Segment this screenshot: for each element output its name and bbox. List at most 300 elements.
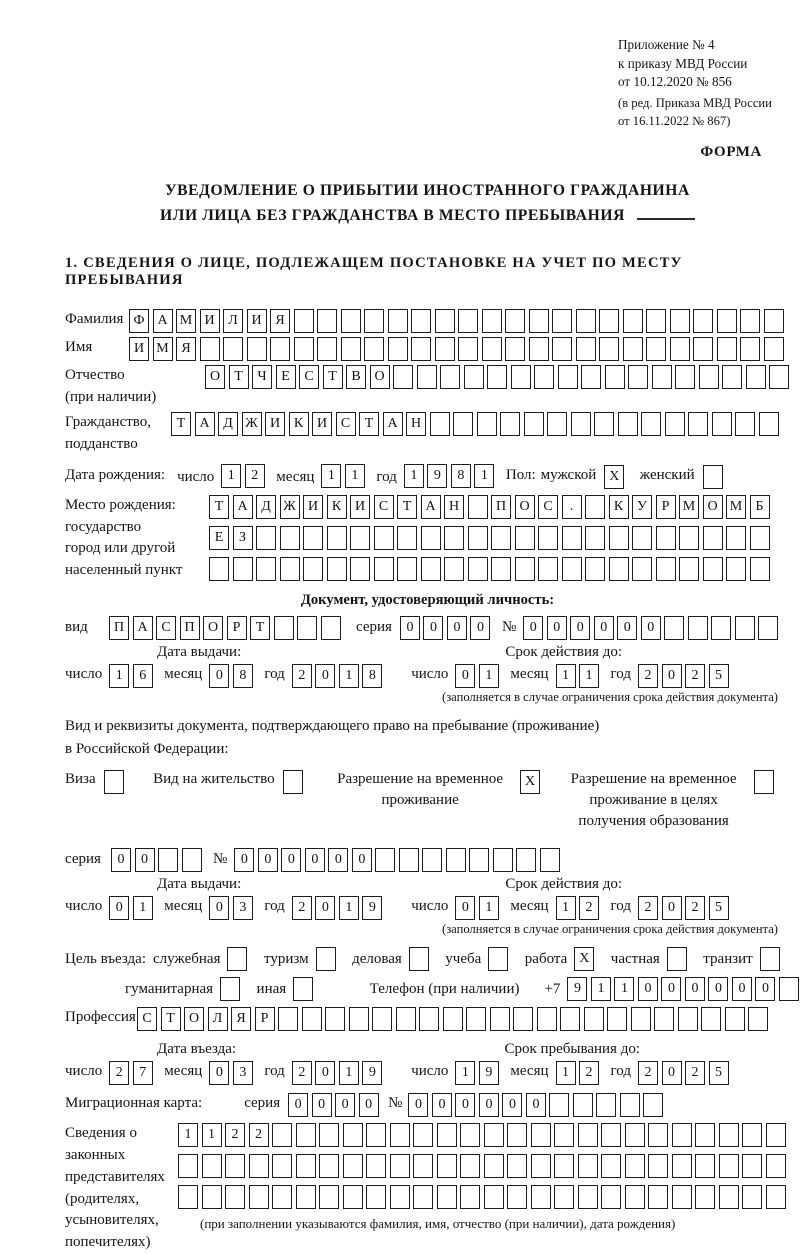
char-cell[interactable] (667, 947, 687, 971)
char-cell[interactable]: 0 (447, 616, 467, 640)
char-cell[interactable]: 1 (479, 664, 499, 688)
char-cell[interactable] (283, 770, 303, 794)
char-cell[interactable]: 1 (474, 464, 494, 488)
char-cell[interactable]: 2 (249, 1123, 269, 1147)
char-cell[interactable] (430, 412, 450, 436)
char-cell[interactable] (641, 412, 661, 436)
char-cell[interactable] (274, 616, 294, 640)
char-cell[interactable] (618, 412, 638, 436)
char-cell[interactable] (620, 1093, 640, 1117)
char-cell[interactable] (437, 1123, 457, 1147)
char-cell[interactable]: С (137, 1007, 157, 1031)
char-cell[interactable] (531, 1123, 551, 1147)
char-cell[interactable] (758, 616, 778, 640)
char-cell[interactable] (750, 526, 770, 550)
char-cell[interactable] (280, 526, 300, 550)
char-cell[interactable] (529, 337, 549, 361)
char-cell[interactable] (411, 309, 431, 333)
char-cell[interactable] (399, 848, 419, 872)
char-cell[interactable] (764, 309, 784, 333)
char-cell[interactable] (270, 337, 290, 361)
char-cell[interactable]: 0 (455, 1093, 475, 1117)
char-cell[interactable]: 0 (661, 977, 681, 1001)
char-cell[interactable] (460, 1185, 480, 1209)
char-cell[interactable] (628, 365, 648, 389)
char-cell[interactable] (578, 1123, 598, 1147)
char-cell[interactable] (505, 337, 525, 361)
char-cell[interactable] (513, 1007, 533, 1031)
char-cell[interactable] (321, 616, 341, 640)
char-cell[interactable] (464, 365, 484, 389)
char-cell[interactable]: С (336, 412, 356, 436)
char-cell[interactable]: 0 (617, 616, 637, 640)
char-cell[interactable]: Т (250, 616, 270, 640)
char-cell[interactable]: 9 (362, 1061, 382, 1085)
char-cell[interactable]: С (374, 495, 394, 519)
char-cell[interactable] (746, 365, 766, 389)
char-cell[interactable]: 1 (556, 1061, 576, 1085)
char-cell[interactable] (350, 557, 370, 581)
char-cell[interactable] (444, 557, 464, 581)
char-cell[interactable]: 2 (245, 464, 265, 488)
char-cell[interactable] (446, 848, 466, 872)
char-cell[interactable] (699, 365, 719, 389)
char-cell[interactable]: Я (231, 1007, 251, 1031)
char-cell[interactable] (453, 412, 473, 436)
char-cell[interactable]: Ж (280, 495, 300, 519)
char-cell[interactable] (609, 526, 629, 550)
char-cell[interactable]: Т (323, 365, 343, 389)
char-cell[interactable]: 2 (638, 896, 658, 920)
char-cell[interactable]: 8 (451, 464, 471, 488)
char-cell[interactable] (458, 337, 478, 361)
char-cell[interactable] (484, 1123, 504, 1147)
char-cell[interactable]: П (491, 495, 511, 519)
char-cell[interactable]: 2 (109, 1061, 129, 1085)
char-cell[interactable]: Л (208, 1007, 228, 1031)
char-cell[interactable] (319, 1154, 339, 1178)
char-cell[interactable] (182, 848, 202, 872)
char-cell[interactable]: С (299, 365, 319, 389)
char-cell[interactable]: К (327, 495, 347, 519)
char-cell[interactable] (317, 309, 337, 333)
char-cell[interactable] (735, 616, 755, 640)
char-cell[interactable]: 0 (109, 896, 129, 920)
char-cell[interactable]: 1 (614, 977, 634, 1001)
char-cell[interactable] (648, 1154, 668, 1178)
char-cell[interactable] (397, 557, 417, 581)
char-cell[interactable] (419, 1007, 439, 1031)
char-cell[interactable]: И (129, 337, 149, 361)
char-cell[interactable] (249, 1154, 269, 1178)
char-cell[interactable]: 1 (202, 1123, 222, 1147)
char-cell[interactable] (343, 1154, 363, 1178)
char-cell[interactable] (766, 1123, 786, 1147)
char-cell[interactable]: 1 (591, 977, 611, 1001)
char-cell[interactable] (562, 557, 582, 581)
char-cell[interactable] (601, 1154, 621, 1178)
char-cell[interactable]: 0 (547, 616, 567, 640)
char-cell[interactable] (460, 1154, 480, 1178)
char-cell[interactable] (711, 616, 731, 640)
char-cell[interactable] (364, 337, 384, 361)
char-cell[interactable]: Р (255, 1007, 275, 1031)
char-cell[interactable]: 5 (709, 664, 729, 688)
char-cell[interactable] (413, 1154, 433, 1178)
char-cell[interactable]: П (180, 616, 200, 640)
char-cell[interactable] (249, 1185, 269, 1209)
char-cell[interactable] (599, 309, 619, 333)
char-cell[interactable] (670, 309, 690, 333)
char-cell[interactable] (397, 526, 417, 550)
char-cell[interactable]: 0 (111, 848, 131, 872)
char-cell[interactable] (104, 770, 124, 794)
char-cell[interactable] (742, 1123, 762, 1147)
char-cell[interactable]: М (679, 495, 699, 519)
char-cell[interactable] (487, 365, 507, 389)
char-cell[interactable] (766, 1154, 786, 1178)
char-cell[interactable]: 1 (455, 1061, 475, 1085)
char-cell[interactable] (719, 1185, 739, 1209)
char-cell[interactable] (484, 1154, 504, 1178)
char-cell[interactable]: 0 (594, 616, 614, 640)
char-cell[interactable] (562, 526, 582, 550)
char-cell[interactable]: 0 (523, 616, 543, 640)
char-cell[interactable] (343, 1123, 363, 1147)
char-cell[interactable]: 9 (362, 896, 382, 920)
char-cell[interactable] (317, 337, 337, 361)
char-cell[interactable] (531, 1154, 551, 1178)
char-cell[interactable] (573, 1093, 593, 1117)
char-cell[interactable] (719, 1154, 739, 1178)
char-cell[interactable]: Л (223, 309, 243, 333)
char-cell[interactable]: Р (656, 495, 676, 519)
char-cell[interactable]: 0 (455, 896, 475, 920)
char-cell[interactable] (695, 1185, 715, 1209)
char-cell[interactable] (648, 1123, 668, 1147)
char-cell[interactable] (646, 337, 666, 361)
char-cell[interactable]: 0 (315, 896, 335, 920)
char-cell[interactable] (760, 947, 780, 971)
char-cell[interactable] (278, 1007, 298, 1031)
char-cell[interactable] (490, 1007, 510, 1031)
char-cell[interactable] (280, 557, 300, 581)
char-cell[interactable] (531, 1185, 551, 1209)
char-cell[interactable] (437, 1154, 457, 1178)
char-cell[interactable] (601, 1123, 621, 1147)
char-cell[interactable] (688, 616, 708, 640)
char-cell[interactable]: А (383, 412, 403, 436)
char-cell[interactable]: 2 (685, 1061, 705, 1085)
char-cell[interactable]: Р (227, 616, 247, 640)
char-cell[interactable] (366, 1154, 386, 1178)
char-cell[interactable] (558, 365, 578, 389)
char-cell[interactable] (297, 616, 317, 640)
char-cell[interactable]: 0 (352, 848, 372, 872)
char-cell[interactable]: 0 (732, 977, 752, 1001)
char-cell[interactable]: 0 (455, 664, 475, 688)
char-cell[interactable]: 0 (685, 977, 705, 1001)
char-cell[interactable]: 7 (133, 1061, 153, 1085)
char-cell[interactable] (296, 1185, 316, 1209)
char-cell[interactable] (468, 557, 488, 581)
char-cell[interactable] (327, 557, 347, 581)
char-cell[interactable]: М (153, 337, 173, 361)
char-cell[interactable] (272, 1154, 292, 1178)
char-cell[interactable]: И (312, 412, 332, 436)
char-cell[interactable] (413, 1123, 433, 1147)
char-cell[interactable] (293, 977, 313, 1001)
char-cell[interactable] (672, 1154, 692, 1178)
char-cell[interactable]: У (632, 495, 652, 519)
char-cell[interactable]: 0 (662, 1061, 682, 1085)
char-cell[interactable]: . (562, 495, 582, 519)
char-cell[interactable] (656, 557, 676, 581)
char-cell[interactable] (202, 1185, 222, 1209)
char-cell[interactable] (515, 526, 535, 550)
char-cell[interactable] (223, 337, 243, 361)
char-cell[interactable] (632, 526, 652, 550)
char-cell[interactable]: 0 (135, 848, 155, 872)
char-cell[interactable] (350, 526, 370, 550)
char-cell[interactable]: З (233, 526, 253, 550)
char-cell[interactable]: 6 (133, 664, 153, 688)
char-cell[interactable] (488, 947, 508, 971)
char-cell[interactable] (443, 1007, 463, 1031)
char-cell[interactable]: Т (359, 412, 379, 436)
char-cell[interactable] (296, 1154, 316, 1178)
char-cell[interactable]: 0 (662, 664, 682, 688)
char-cell[interactable] (585, 557, 605, 581)
char-cell[interactable] (576, 337, 596, 361)
char-cell[interactable] (719, 1123, 739, 1147)
char-cell[interactable]: С (538, 495, 558, 519)
char-cell[interactable] (220, 977, 240, 1001)
char-cell[interactable] (779, 977, 799, 1001)
char-cell[interactable]: 0 (328, 848, 348, 872)
char-cell[interactable] (374, 526, 394, 550)
char-cell[interactable] (601, 1185, 621, 1209)
char-cell[interactable]: Т (229, 365, 249, 389)
char-cell[interactable] (209, 557, 229, 581)
char-cell[interactable]: Я (270, 309, 290, 333)
char-cell[interactable] (444, 526, 464, 550)
char-cell[interactable]: О (703, 495, 723, 519)
char-cell[interactable]: X (604, 465, 624, 489)
char-cell[interactable]: X (520, 770, 540, 794)
char-cell[interactable]: 2 (685, 664, 705, 688)
char-cell[interactable]: В (346, 365, 366, 389)
char-cell[interactable]: 2 (292, 896, 312, 920)
char-cell[interactable] (549, 1093, 569, 1117)
char-cell[interactable] (491, 557, 511, 581)
char-cell[interactable] (343, 1185, 363, 1209)
char-cell[interactable] (578, 1154, 598, 1178)
char-cell[interactable]: 0 (288, 1093, 308, 1117)
char-cell[interactable] (327, 526, 347, 550)
char-cell[interactable]: 3 (233, 896, 253, 920)
char-cell[interactable]: Н (406, 412, 426, 436)
char-cell[interactable] (625, 1123, 645, 1147)
char-cell[interactable]: 2 (638, 1061, 658, 1085)
char-cell[interactable]: 8 (362, 664, 382, 688)
char-cell[interactable]: 0 (305, 848, 325, 872)
char-cell[interactable]: А (195, 412, 215, 436)
char-cell[interactable] (491, 526, 511, 550)
char-cell[interactable] (726, 557, 746, 581)
char-cell[interactable]: 3 (233, 1061, 253, 1085)
char-cell[interactable] (585, 526, 605, 550)
char-cell[interactable]: 2 (225, 1123, 245, 1147)
char-cell[interactable]: 9 (479, 1061, 499, 1085)
char-cell[interactable] (225, 1154, 245, 1178)
char-cell[interactable] (632, 557, 652, 581)
char-cell[interactable]: И (350, 495, 370, 519)
char-cell[interactable] (554, 1123, 574, 1147)
char-cell[interactable]: 0 (315, 1061, 335, 1085)
char-cell[interactable] (538, 557, 558, 581)
char-cell[interactable] (717, 309, 737, 333)
char-cell[interactable]: Ф (129, 309, 149, 333)
char-cell[interactable]: 0 (209, 896, 229, 920)
char-cell[interactable] (440, 365, 460, 389)
char-cell[interactable] (200, 337, 220, 361)
char-cell[interactable] (468, 526, 488, 550)
char-cell[interactable] (675, 365, 695, 389)
char-cell[interactable]: 1 (339, 896, 359, 920)
char-cell[interactable]: X (574, 947, 594, 971)
char-cell[interactable]: А (153, 309, 173, 333)
char-cell[interactable] (769, 365, 789, 389)
char-cell[interactable] (296, 1123, 316, 1147)
char-cell[interactable] (740, 309, 760, 333)
char-cell[interactable] (388, 337, 408, 361)
char-cell[interactable]: 0 (234, 848, 254, 872)
char-cell[interactable]: 0 (755, 977, 775, 1001)
char-cell[interactable] (596, 1093, 616, 1117)
char-cell[interactable] (372, 1007, 392, 1031)
char-cell[interactable] (623, 337, 643, 361)
char-cell[interactable]: 1 (321, 464, 341, 488)
char-cell[interactable]: 5 (709, 1061, 729, 1085)
char-cell[interactable]: 0 (281, 848, 301, 872)
char-cell[interactable] (294, 337, 314, 361)
char-cell[interactable]: 2 (579, 1061, 599, 1085)
char-cell[interactable]: 1 (339, 1061, 359, 1085)
char-cell[interactable] (225, 1185, 245, 1209)
char-cell[interactable] (695, 1154, 715, 1178)
char-cell[interactable] (516, 848, 536, 872)
char-cell[interactable] (703, 557, 723, 581)
char-cell[interactable] (585, 495, 605, 519)
char-cell[interactable] (507, 1185, 527, 1209)
char-cell[interactable]: И (200, 309, 220, 333)
char-cell[interactable] (623, 309, 643, 333)
char-cell[interactable]: 0 (570, 616, 590, 640)
char-cell[interactable] (500, 412, 520, 436)
char-cell[interactable]: 0 (432, 1093, 452, 1117)
char-cell[interactable]: А (421, 495, 441, 519)
char-cell[interactable] (725, 1007, 745, 1031)
char-cell[interactable] (652, 365, 672, 389)
char-cell[interactable]: 0 (209, 1061, 229, 1085)
char-cell[interactable]: 8 (233, 664, 253, 688)
char-cell[interactable] (678, 1007, 698, 1031)
char-cell[interactable] (670, 337, 690, 361)
char-cell[interactable] (609, 557, 629, 581)
char-cell[interactable] (742, 1154, 762, 1178)
char-cell[interactable] (742, 1185, 762, 1209)
char-cell[interactable] (302, 1007, 322, 1031)
char-cell[interactable] (437, 1185, 457, 1209)
char-cell[interactable] (554, 1185, 574, 1209)
char-cell[interactable]: О (370, 365, 390, 389)
char-cell[interactable] (435, 309, 455, 333)
char-cell[interactable] (316, 947, 336, 971)
char-cell[interactable]: Т (171, 412, 191, 436)
char-cell[interactable] (722, 365, 742, 389)
char-cell[interactable] (515, 557, 535, 581)
char-cell[interactable]: О (203, 616, 223, 640)
char-cell[interactable]: И (265, 412, 285, 436)
char-cell[interactable] (625, 1154, 645, 1178)
char-cell[interactable] (421, 526, 441, 550)
char-cell[interactable] (417, 365, 437, 389)
char-cell[interactable] (712, 412, 732, 436)
char-cell[interactable] (748, 1007, 768, 1031)
char-cell[interactable] (576, 309, 596, 333)
char-cell[interactable] (469, 848, 489, 872)
char-cell[interactable]: 1 (556, 896, 576, 920)
char-cell[interactable] (319, 1123, 339, 1147)
char-cell[interactable]: О (184, 1007, 204, 1031)
char-cell[interactable] (375, 848, 395, 872)
char-cell[interactable] (227, 947, 247, 971)
char-cell[interactable]: Ж (242, 412, 262, 436)
char-cell[interactable]: 0 (335, 1093, 355, 1117)
char-cell[interactable] (552, 309, 572, 333)
char-cell[interactable]: М (726, 495, 746, 519)
char-cell[interactable]: 0 (315, 664, 335, 688)
char-cell[interactable] (554, 1154, 574, 1178)
char-cell[interactable] (534, 365, 554, 389)
char-cell[interactable] (390, 1123, 410, 1147)
char-cell[interactable] (303, 526, 323, 550)
char-cell[interactable] (294, 309, 314, 333)
char-cell[interactable] (319, 1185, 339, 1209)
char-cell[interactable] (740, 337, 760, 361)
char-cell[interactable] (764, 337, 784, 361)
char-cell[interactable] (524, 412, 544, 436)
char-cell[interactable]: О (205, 365, 225, 389)
char-cell[interactable] (754, 770, 774, 794)
char-cell[interactable] (581, 365, 601, 389)
char-cell[interactable] (482, 337, 502, 361)
char-cell[interactable] (571, 412, 591, 436)
char-cell[interactable] (594, 412, 614, 436)
char-cell[interactable] (646, 309, 666, 333)
char-cell[interactable] (547, 412, 567, 436)
char-cell[interactable]: 1 (178, 1123, 198, 1147)
char-cell[interactable]: 0 (423, 616, 443, 640)
char-cell[interactable]: 0 (641, 616, 661, 640)
char-cell[interactable] (364, 309, 384, 333)
char-cell[interactable] (466, 1007, 486, 1031)
char-cell[interactable]: 0 (479, 1093, 499, 1117)
char-cell[interactable]: О (515, 495, 535, 519)
char-cell[interactable] (540, 848, 560, 872)
char-cell[interactable]: 9 (427, 464, 447, 488)
